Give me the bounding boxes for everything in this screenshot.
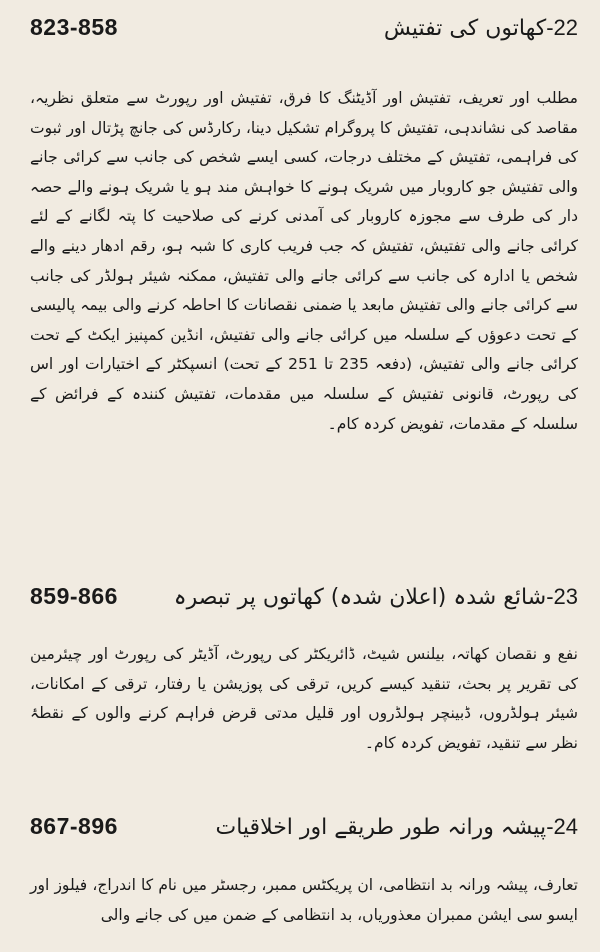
- section-22: [30, 14, 578, 439]
- section-body: نفع و نقصان کھاتہ، بیلنس شیٹ، ڈائریکٹر کی رپورٹ، آڈیٹر کی رپورٹ اور چیئرمین کی تقریر پر بحث، تنقید کیسے کریں، ترقی کی پوزیشن یا رفتار، ترقی کے امکانات، شیئر ہولڈروں، ڈبینچر ہولڈروں اور قلیل مدتی قرض فراہم کرنے والوں کے نقطۂ نظر سے تنقید، تفویض کردہ کام۔: [30, 645, 578, 752]
- page-range: 823-858: [30, 14, 118, 40]
- section-title-wrap: [384, 15, 578, 41]
- page-range: 859-866: [30, 583, 118, 609]
- page-range: 867-896: [30, 813, 118, 839]
- section-title: کھاتوں کی تفتیش: [383, 16, 547, 41]
- section-body: تعارف، پیشہ ورانہ بد انتظامی، ان پریکٹس ممبر، رجسٹر میں نام کا اندراج، فیلوز اور ایسو سی ایشن ممبران معذوریاں، بد انتظامی کے ضمن میں کی جانے والی: [30, 876, 578, 924]
- section-title-wrap: [216, 814, 579, 840]
- section-heading: [30, 813, 578, 853]
- section-body: مطلب اور تعریف، تفتیش اور آڈیٹنگ کا فرق، تفتیش اور رپورٹ سے متعلق نظریہ، مقاصد کی نشاندہی، تفتیش کا پروگرام تشکیل دینا، رکارڈس کی جانچ پڑتال اور ثبوت کی فراہمی، تفتیش کے مختلف درجات، کسی ایسے شخص کی جانب سے کرائی جانے والی تفتیش جو کاروبار میں شریک ہونے کا خواہش مند ہو یا شریک ہونے والے حصہ دار کی طرف سے مجوزہ کاروبار کی آمدنی کرنے کی صلاحیت کا پتہ لگانے کے لئے کرائی جانے والی تفتیش، تفتیش کہ جب فریب کاری کا شبہ ہو، رقم ادھار دینے والے شخص یا ادارہ کی جانب سے کرائی جانے والی تفتیش، ممکنہ شیئر ہولڈر کی جانب سے کرائی جانے والی تفتیش مابعد یا ضمنی نقصانات کا احاطہ کرنے والی بیمہ پالیسی کے تحت دعوؤں کے سلسلہ میں کرائی جانے والی تفتیش، انڈین کمپنیز ایکٹ کے تحت کرائی جانے والی تفتیش، (دفعہ 235 تا 251 کے تحت) انسپکٹر کے اختیارات اور اس کی رپورٹ، قانونی تفتیش کے سلسلہ میں مقدمات، تفتیش کنندہ کے فرائض کے سلسلہ کے مقدمات، تفویض کردہ کام۔: [30, 89, 579, 433]
- section-heading: [30, 14, 578, 54]
- section-number: 22-: [546, 15, 578, 40]
- section-title: شائع شدہ (اعلان شدہ) کھاتوں پر تبصرہ: [173, 585, 547, 610]
- section-23: [30, 583, 578, 758]
- section-heading: [30, 583, 578, 623]
- section-title-wrap: [174, 584, 578, 610]
- section-title: پیشہ ورانہ طور طریقے اور اخلاقیات: [215, 815, 547, 840]
- section-number: 24-: [546, 814, 578, 839]
- section-24: [30, 813, 578, 930]
- section-number: 23-: [546, 584, 578, 609]
